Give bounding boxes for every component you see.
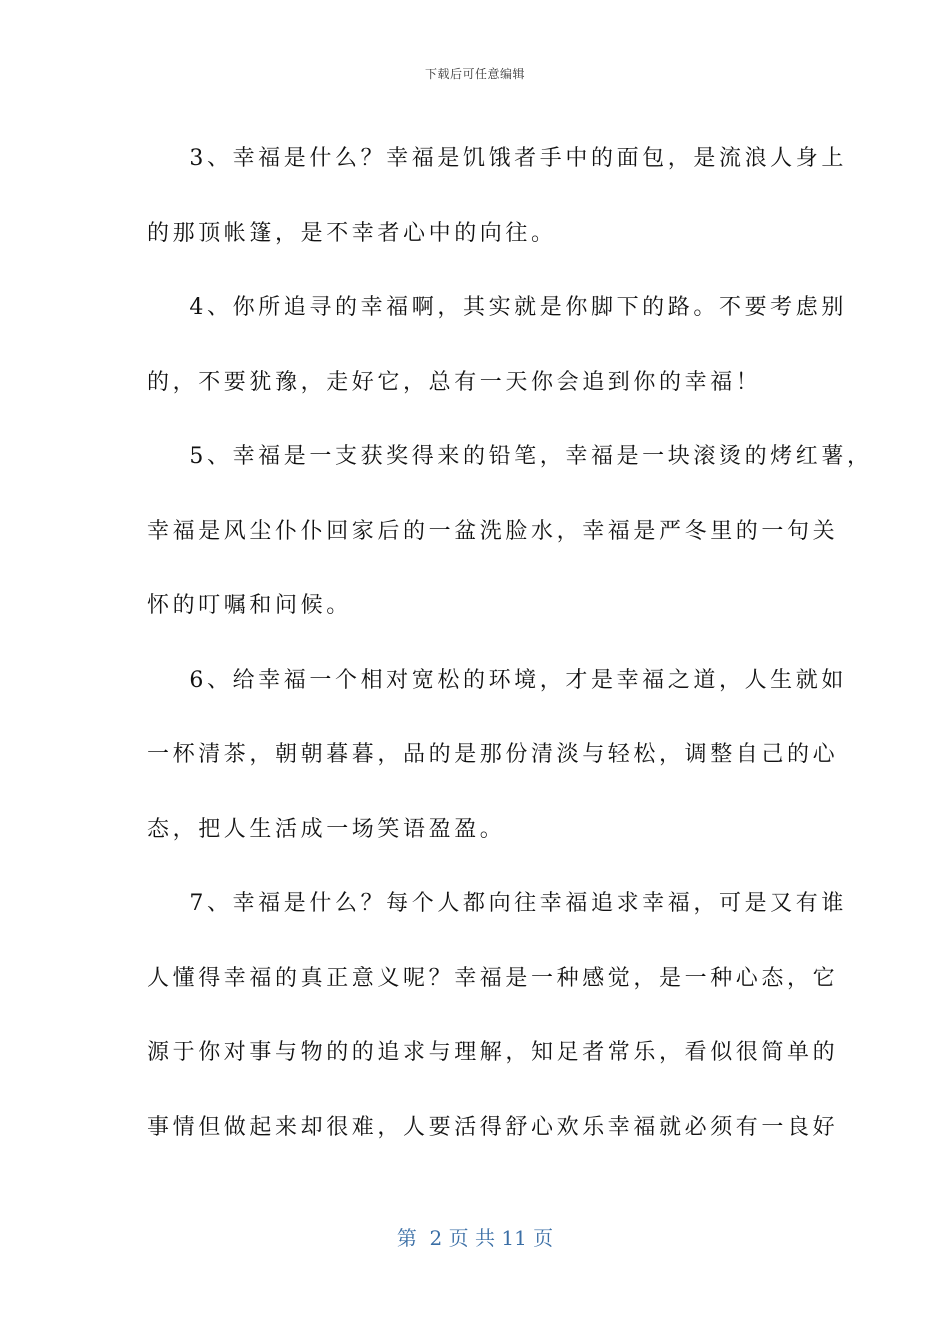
body-text [147,122,873,1165]
text-line: 3、幸福是什么？幸福是饥饿者手中的面包，是流浪人身上 [147,146,847,171]
text-line: 态，把人生活成一场笑语盈盈。 [147,816,506,842]
page-number-footer: 第 2 页 共 11 页 [396,1226,554,1250]
text-line: 事情但做起来却很难，人要活得舒心欢乐幸福就必须有一良好 [147,1114,839,1140]
text-line: 的那顶帐篷，是不幸者心中的向往。 [147,220,557,246]
text-line: 5、幸福是一支获奖得来的铅笔，幸福是一块滚烫的烤红薯， [147,444,873,469]
text-line: 7、幸福是什么？每个人都向往幸福追求幸福，可是又有谁 [147,891,847,916]
text-line: 人懂得幸福的真正意义呢？幸福是一种感觉，是一种心态，它 [147,965,839,991]
text-line: 怀的叮嘱和问候。 [147,593,352,618]
text-line: 一杯清茶，朝朝暮暮，品的是那份清淡与轻松，调整自己的心 [147,742,839,767]
text-line: 源于你对事与物的的追求与理解，知足者常乐，看似很简单的 [147,1040,839,1065]
text-line: 幸福是风尘仆仆回家后的一盆洗脸水，幸福是严冬里的一句关 [147,518,839,544]
text-line: 的，不要犹豫，走好它，总有一天你会追到你的幸福！ [147,369,762,395]
text-line: 6、给幸福一个相对宽松的环境，才是幸福之道，人生就如 [147,667,847,693]
page-header: 下载后可任意编辑 [424,67,525,81]
text-line: 4、你所追寻的幸福啊，其实就是你脚下的路。不要考虑别 [147,295,847,320]
